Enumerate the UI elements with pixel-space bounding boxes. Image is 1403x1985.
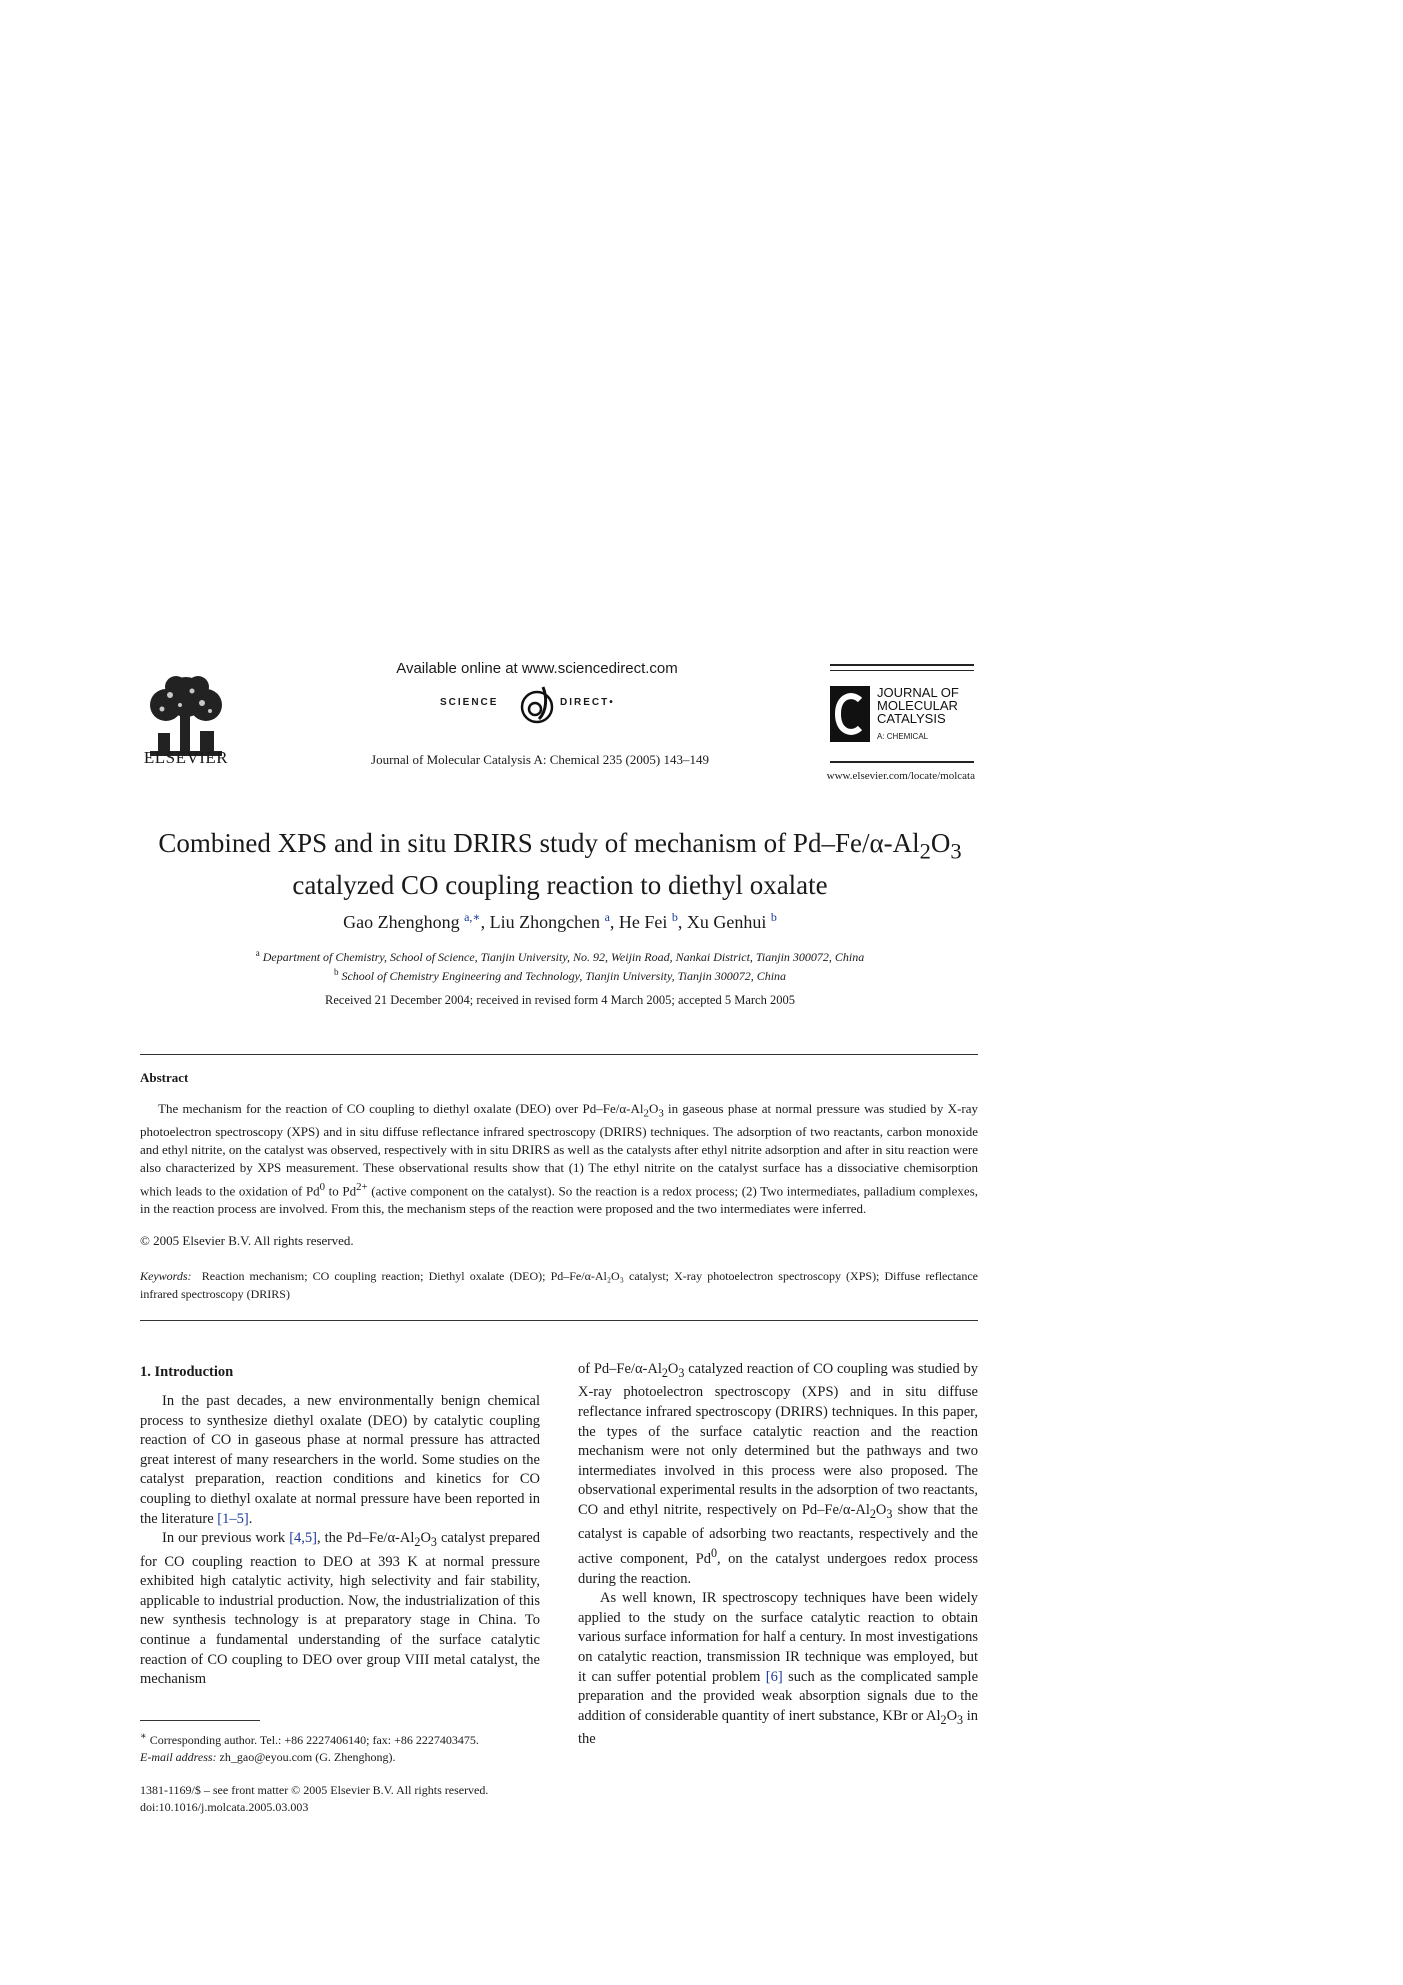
author-affil-mark[interactable]: b: [770, 910, 777, 924]
corresponding-author-footnote: ∗ Corresponding author. Tel.: +86 2227406140; fax: +86 2227403475. E-mail address: zh_gao@eyou.com (G. Zhenghong).: [140, 1731, 479, 1764]
affiliation-a: $^a$ Department of Chemistry, School of Science, Tianjin University, No. 92, Weijin Road, Nankai District, Tianjin 300072, China: [255, 948, 865, 964]
sciencedirect-d-icon: [517, 683, 557, 725]
title-line-2: catalyzed CO coupling reaction to diethyl oxalate: [292, 870, 828, 901]
citation-link[interactable]: [1–5]: [217, 1510, 249, 1527]
doi-line[interactable]: doi:10.1016/j.molcata.2005.03.003: [140, 1800, 309, 1814]
paragraph: In our previous work [4,5], the $Pd-Fe/\alpha-Al_2O_3$ catalyst prepared for CO coupling reaction to DEO at 393 K at normal pressure exhibited high catalytic activity, high selectivity and fair stability, applicable to industrial production. Now, the industrialization of this new synthesis technology is at preparatory stage in China. To continue a fundamental understanding of the surface catalytic reaction of CO coupling to DEO over group VIII metal catalyst, the mechanism: [140, 1530, 540, 1688]
journal-logo: [830, 680, 974, 762]
author-affil-mark[interactable]: b: [671, 910, 678, 924]
email-link[interactable]: zh_gao@eyou.com (G. Zhenghong).: [219, 1750, 396, 1764]
keywords-label: Keywords:: [140, 1269, 192, 1283]
journal-logo-top-rule-thin: [830, 670, 974, 671]
sd-right-text: DIRECT•: [560, 697, 615, 708]
abstract-top-rule: [140, 1054, 978, 1055]
column-left: [140, 1392, 540, 1690]
column-right: [578, 1360, 978, 1750]
received-dates: Received 21 December 2004; received in revised form 4 March 2005; accepted 5 March 2005: [325, 993, 795, 1007]
author-affil-mark[interactable]: a,∗: [464, 910, 481, 924]
section-heading-introduction: 1. Introduction: [140, 1364, 234, 1380]
sd-left-text: SCIENCE: [440, 697, 499, 708]
publisher-name: ELSEVIER: [143, 748, 229, 767]
abstract-text: The mechanism for the reaction of CO coupling to diethyl oxalate (DEO) over $Pd-Fe/\alpha-Al_2O_3$ in gaseous phase at normal pressure was studied by X-ray photoelectron spectroscopy (XPS) and in situ diffuse reflectance infrared spectroscopy (DRIRS) techniques. The adsorption of two reactants, carbon monoxide and ethyl nitrite, on the catalyst was observed, respectively with in situ DRIRS as well as the catalysts after ethyl nitrite adsorption and after in situ reaction were also characterized by XPS measurement. These observational results show that (1) The ethyl nitrite on the catalyst surface has a dissociative chemisorption which leads to the oxidation of Pd$^0$ to $Pd^{2+}$ (active component on the catalyst). So the reaction is a redox process; (2) Two intermediates, palladium complexes, in the reaction process are involved. From this, the mechanism steps of the reaction were proposed and the two intermediates were inferred.: [140, 1101, 979, 1217]
author-name: He Fei: [618, 912, 668, 932]
paragraph: of $Pd-Fe/\alpha-Al_2O_3$ catalyzed reaction of CO coupling was studied by X-ray photoelectron spectroscopy (XPS) and in situ diffuse reflectance infrared spectroscopy (DRIRS) techniques. In this paper, the types of the surface catalytic reaction and the reaction mechanism were not only determined but the pathways and two intermediates involved in this process were also proposed. The observational experimental results in the adsorption of two reactants, CO and ethyl nitrite, respectively on $Pd-Fe/\alpha-Al_2O_3$ show that the catalyst is capable of adsorbing two reactants, respectively and the active component, Pd$^0$, on the catalyst undergoes redox process during the reaction.: [578, 1361, 978, 1587]
author-name: Xu Genhui: [686, 912, 767, 932]
article-title: [120, 826, 1000, 902]
footnote-rule: [140, 1720, 260, 1721]
journal-c-icon: [830, 686, 870, 742]
available-online-text[interactable]: Available online at www.sciencedirect.com: [396, 660, 678, 677]
author-name: Gao Zhenghong: [343, 912, 460, 932]
journal-reference: Journal of Molecular Catalysis A: Chemical 235 (2005) 143–149: [371, 752, 709, 767]
issn-line: 1381-1169/$ – see front matter © 2005 Elsevier B.V. All rights reserved.: [140, 1783, 489, 1797]
journal-url[interactable]: www.elsevier.com/locate/molcata: [826, 770, 975, 782]
paragraph: In the past decades, a new environmentally benign chemical process to synthesize diethyl oxalate (DEO) by catalytic coupling reaction of CO in gaseous phase at normal pressure has attracted great interest of many researchers in the world. Some studies on the catalyst preparation, reaction conditions and kinetics for CO coupling to diethyl oxalate at normal pressure have been reported in the literature [1–5].: [140, 1393, 540, 1527]
journal-logo-bottom-rule: [830, 761, 974, 763]
abstract-bottom-rule: [140, 1320, 978, 1321]
sciencedirect-logo: [440, 683, 630, 725]
title-line-1: Combined XPS and in situ DRIRS study of mechanism of $Pd-Fe/\alpha-Al_2O_3$: [158, 828, 962, 864]
abstract-heading: Abstract: [140, 1070, 189, 1085]
author-list: Gao Zhenghong $^{a,∗}$, Liu Zhongchen $^a$, He Fei $^b$, Xu Genhui $^b$: [343, 910, 777, 932]
author-affil-mark[interactable]: a: [604, 910, 610, 924]
keywords-text: Reaction mechanism; CO coupling reaction; Diethyl oxalate (DEO); Pd–Fe/α-Al₂O₃ catalyst; X-ray photoelectron spectroscopy (XPS); Diffuse reflectance infrared spectroscopy (DRIRS): [140, 1269, 979, 1301]
citation-link[interactable]: [6]: [765, 1668, 783, 1685]
abstract-copyright: © 2005 Elsevier B.V. All rights reserved.: [140, 1233, 354, 1248]
keywords: [140, 1267, 978, 1303]
affiliation-b: $^b$ School of Chemistry Engineering and Technology, Tianjin University, Tianjin 300072, China: [333, 967, 787, 983]
journal-logo-subtitle: A: CHEMICAL: [877, 732, 929, 741]
paragraph: As well known, IR spectroscopy techniques have been widely applied to the study on the surface catalytic reaction to obtain various surface information for half a century. In most investigations on catalytic reaction, transmission IR technique was employed, but it can suffer potential problem [6] such as the complicated sample preparation and the provided weak absorption signals due to the addition of considerable quantity of inert substance, KBr or $Al_2O_3$ in the: [578, 1590, 979, 1748]
author-name: Liu Zhongchen: [489, 912, 601, 932]
citation-link[interactable]: [4,5]: [289, 1530, 317, 1547]
front-matter: [140, 1782, 560, 1816]
journal-logo-top-rule: [830, 664, 974, 666]
journal-logo-title: JOURNAL OF MOLECULAR CATALYSIS: [877, 685, 959, 726]
